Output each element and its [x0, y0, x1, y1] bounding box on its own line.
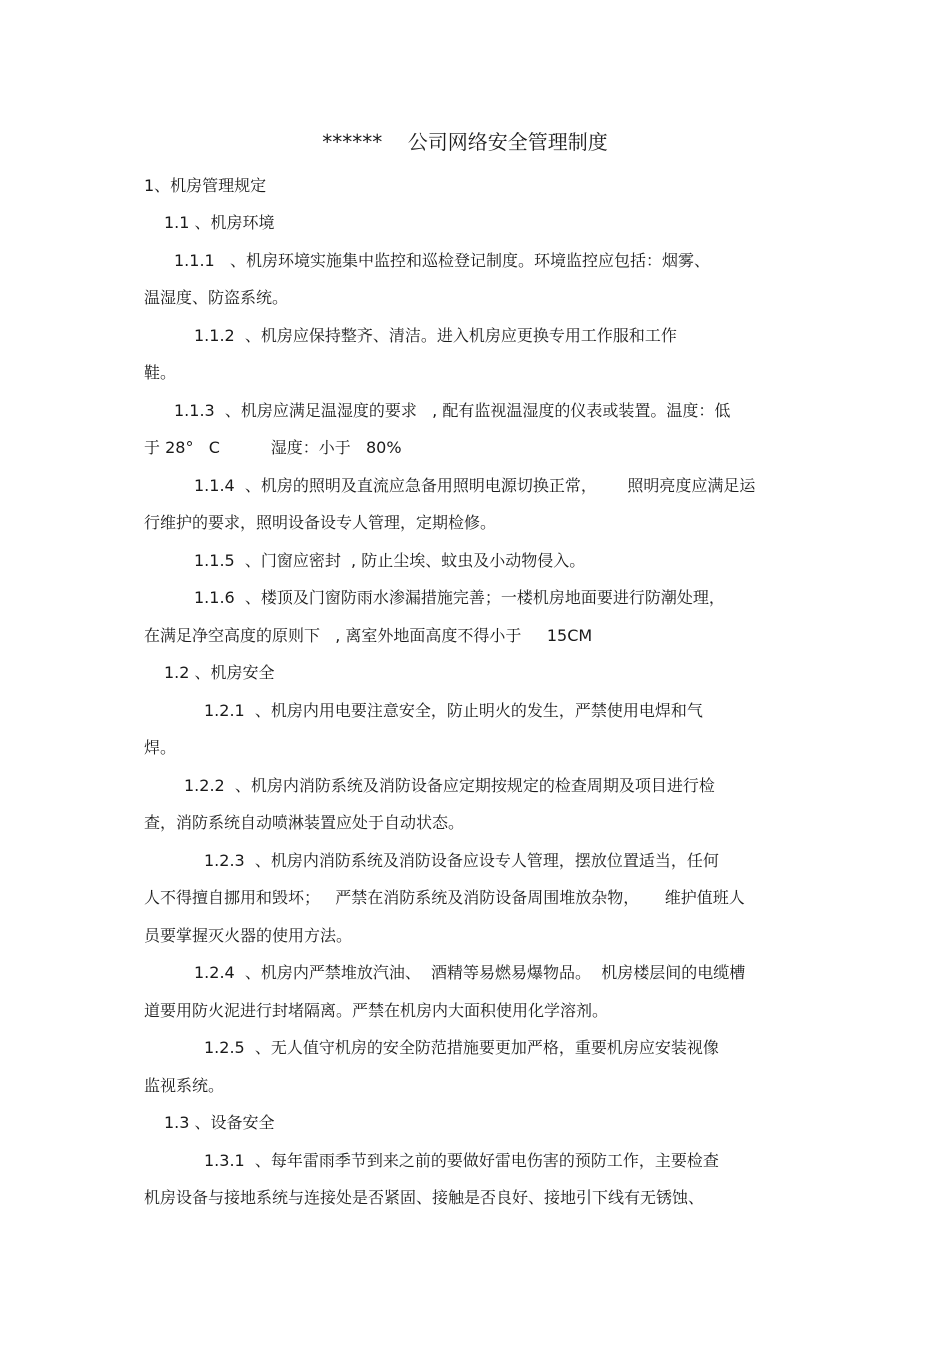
paragraph-line: 机房设备与接地系统与连接处是否紧固、接触是否良好、接地引下线有无锈蚀、 — [144, 1188, 705, 1207]
paragraph-line: 行维护的要求，照明设备设专人管理，定期检修。 — [144, 513, 497, 532]
document-title: ****** 公司网络安全管理制度 — [322, 130, 608, 154]
paragraph-line: 监视系统。 — [144, 1076, 225, 1095]
paragraph-line: 1.1.3 、机房应满足温湿度的要求 , 配有监视温湿度的仪表或装置。温度：低 — [174, 401, 731, 420]
subsection-heading: 1.1 、机房环境 — [164, 213, 275, 232]
paragraph-line: 1.2.4 、机房内严禁堆放汽油、 酒精等易燃易爆物品。 机房楼层间的电缆槽 — [194, 963, 746, 982]
section-heading: 1、机房管理规定 — [144, 176, 267, 195]
subsection-heading: 1.3 、设备安全 — [164, 1113, 275, 1132]
paragraph-line: 1.1.6 、楼顶及门窗防雨水渗漏措施完善；一楼机房地面要进行防潮处理， — [194, 588, 725, 607]
paragraph-line: 人不得擅自挪用和毁坏； 严禁在消防系统及消防设备周围堆放杂物， 维护值班人 — [144, 888, 745, 907]
paragraph-line: 1.2.5 、无人值守机房的安全防范措施要更加严格，重要机房应安装视像 — [204, 1038, 719, 1057]
paragraph-line: 1.1.1 、机房环境实施集中监控和巡检登记制度。环境监控应包括：烟雾、 — [174, 251, 710, 270]
paragraph-line: 道要用防火泥进行封堵隔离。严禁在机房内大面积使用化学溶剂。 — [144, 1001, 609, 1020]
paragraph-line: 1.2.2 、机房内消防系统及消防设备应定期按规定的检查周期及项目进行检 — [184, 776, 715, 795]
paragraph-line: 查，消防系统自动喷淋装置应处于自动状态。 — [144, 813, 465, 832]
paragraph-line: 1.1.4 、机房的照明及直流应急备用照明电源切换正常， 照明亮度应满足运 — [194, 476, 756, 495]
paragraph-line: 员要掌握灭火器的使用方法。 — [144, 926, 353, 945]
paragraph-line: 1.2.1 、机房内用电要注意安全，防止明火的发生，严禁使用电焊和气 — [204, 701, 703, 720]
paragraph-line: 1.2.3 、机房内消防系统及消防设备应设专人管理，摆放位置适当，任何 — [204, 851, 719, 870]
paragraph-line: 1.3.1 、每年雷雨季节到来之前的要做好雷电伤害的预防工作，主要检查 — [204, 1151, 719, 1170]
subsection-heading: 1.2 、机房安全 — [164, 663, 275, 682]
paragraph-line: 焊。 — [144, 738, 177, 757]
paragraph-line: 于 28° C 湿度：小于 80% — [144, 438, 402, 457]
paragraph-line: 在满足净空高度的原则下 , 离室外地面高度不得小于 15CM — [144, 626, 593, 645]
paragraph-line: 1.1.2 、机房应保持整齐、清洁。进入机房应更换专用工作服和工作 — [194, 326, 677, 345]
paragraph-line: 鞋。 — [144, 363, 177, 382]
paragraph-line: 1.1.5 、门窗应密封 , 防止尘埃、蚊虫及小动物侵入。 — [194, 551, 586, 570]
paragraph-line: 温湿度、防盗系统。 — [144, 288, 289, 307]
